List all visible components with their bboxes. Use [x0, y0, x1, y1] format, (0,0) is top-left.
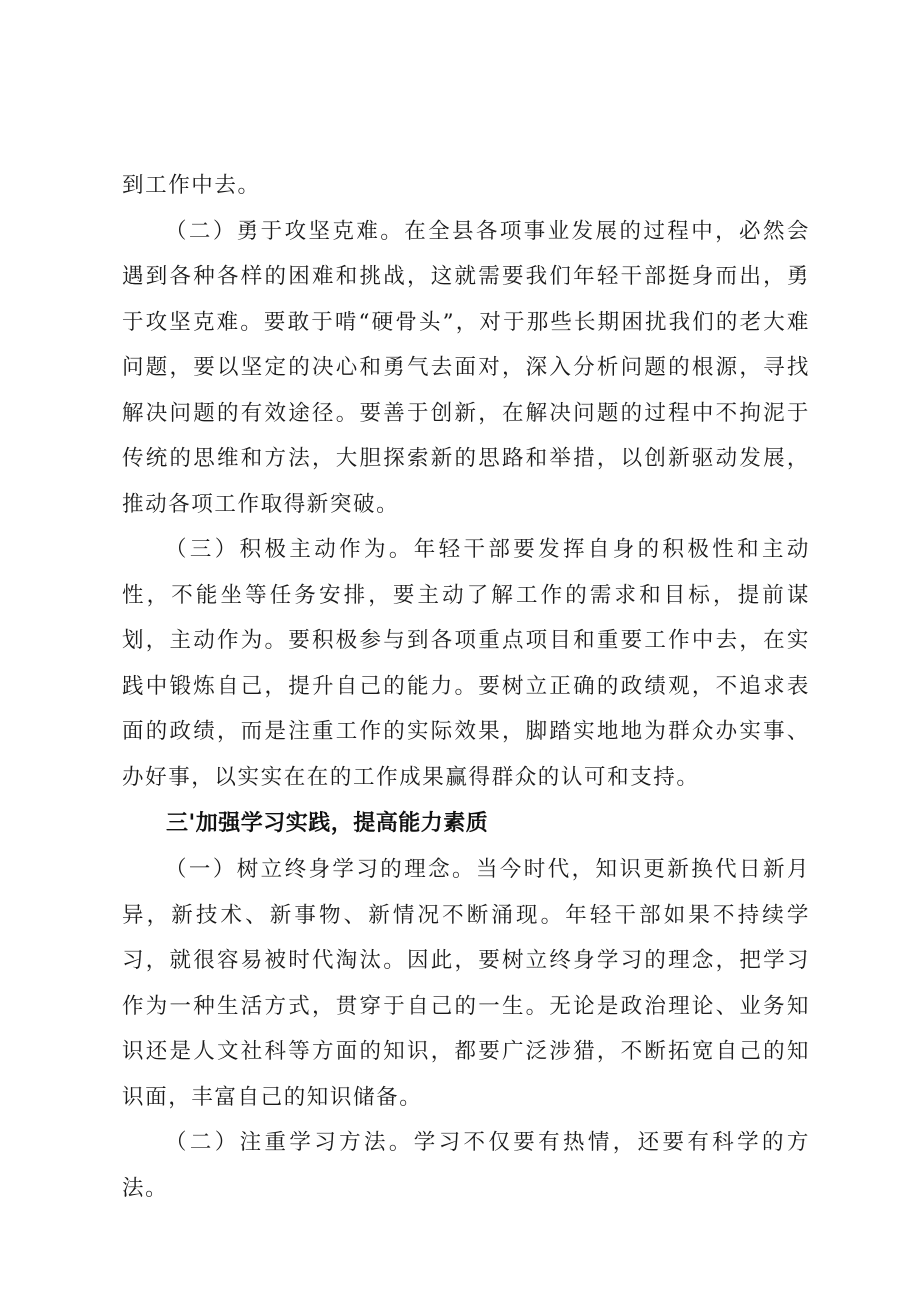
document-body — [122, 163, 810, 1211]
paragraph-tackle-difficulties: （二）勇于攻坚克难。在全县各项事业发展的过程中，必然会遇到各种各样的困难和挑战，这就需要我们年轻干部挺身而出，勇于攻坚克难。要敢于啃“硬骨头”，对于那些长期困扰我们的老大难问题，要以坚定的决心和勇气去面对，深入分析问题的根源，寻找解决问题的有效途径。要善于创新，在解决问题的过程中不拘泥于传统的思维和方法，大胆探索新的思路和举措，以创新驱动发展，推动各项工作取得新突破。 — [122, 218, 810, 517]
paragraph-continuation: 到工作中去。 — [122, 173, 261, 198]
paragraph-lifelong-learning: （一）树立终身学习的理念。当今时代，知识更新换代日新月异，新技术、新事物、新情况不断涌现。年轻干部如果不持续学习，就很容易被时代淘汰。因此，要树立终身学习的理念，把学习作为一种生活方式，贯穿于自己的一生。无论是政治理论、业务知识还是人文社科等方面的知识，都要广泛涉猎，不断拓宽自己的知识面，丰富自己的知识储备。 — [122, 857, 810, 1110]
section-heading: 三'加强学习实践，提高能力素质 — [166, 811, 489, 836]
paragraph-proactive-action: （三）积极主动作为。年轻干部要发挥自身的积极性和主动性，不能坐等任务安排，要主动了解工作的需求和目标，提前谋划，主动作为。要积极参与到各项重点项目和重要工作中去，在实践中锻炼自己，提升自己的能力。要树立正确的政绩观，不追求表面的政绩，而是注重工作的实际效果，脚踏实地地为群众办实事、办好事，以实实在在的工作成果赢得群众的认可和支持。 — [122, 537, 810, 790]
paragraph-learning-methods: （二）注重学习方法。学习不仅要有热情，还要有科学的方法。 — [122, 1130, 810, 1201]
